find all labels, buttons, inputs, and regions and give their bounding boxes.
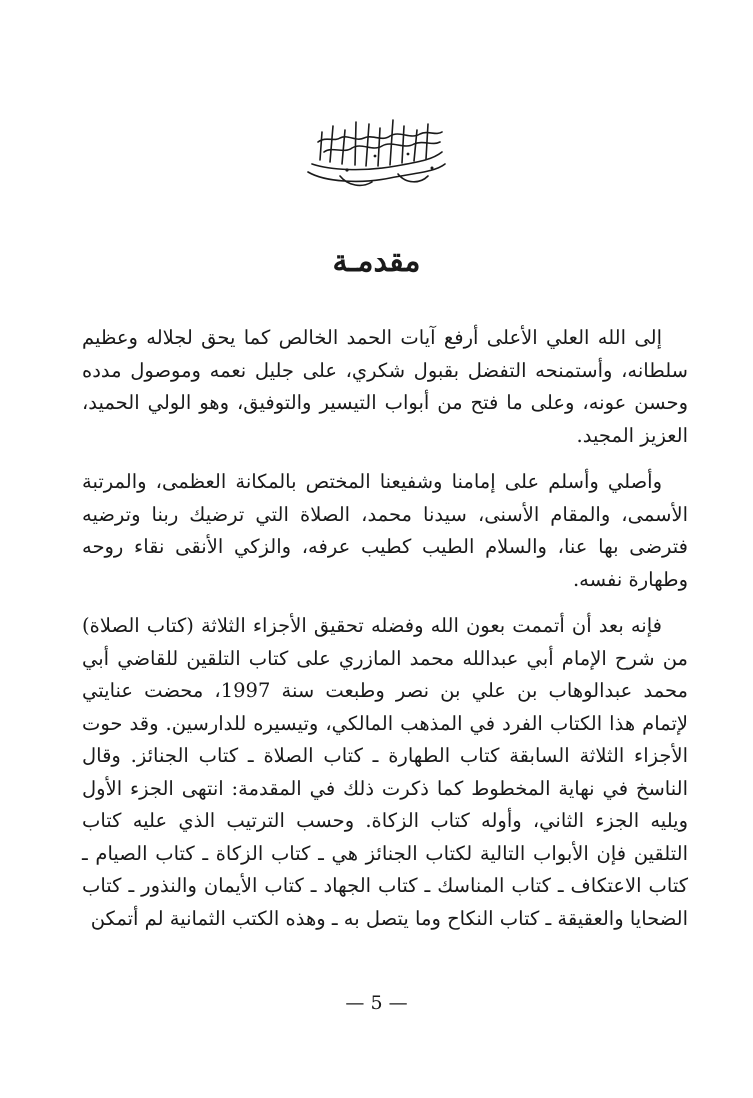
paragraph-3: فإنه بعد أن أتممت بعون الله وفضله تحقيق الأجزاء الثلاثة (كتاب الصلاة) من شرح الإمام أبي عبدالله محمد المازري على كتاب التلقين للقاضي أبي محمد عبدالوهاب بن علي بن نصر وطبعت سنة 1997، محضت عنايتي لإتمام هذا الكتاب الفرد في المذهب المالكي، وتيسيره للدارسين. وقد حوت الأجزاء الثلاثة السابقة كتاب الطهارة ـ كتاب الصلاة ـ كتاب الجنائز. وقال الناسخ في نهاية المخطوط كما ذكرت ذلك في المقدمة: انتهى الجزء الأول ويليه الجزء الثاني، وأوله كتاب الزكاة. وحسب الترتيب الذي عليه كتاب التلقين فإن الأبواب التالية لكتاب الجنائز هي ـ كتاب الزكاة ـ كتاب الصيام ـ كتاب الاعتكاف ـ كتاب المناسك ـ كتاب الجهاد ـ كتاب الأيمان والنذور ـ كتاب الضحايا والعقيقة ـ كتاب النكاح وما يتصل به ـ وهذه الكتب الثمانية لم أتمكن — [82, 614, 688, 930]
paragraph-1: إلى الله العلي الأعلى أرفع آيات الحمد الخالص كما يحق لجلاله وعظيم سلطانه، وأستمنحه التفضل بقبول شكري، على جليل نعمه وموصول مدده وحسن عونه، وعلى ما فتح من أبواب التيسير والتوفيق، وهو الولي الحميد، العزيز المجيد. — [82, 326, 688, 447]
basmala-calligraphy — [300, 112, 450, 190]
page-number: — 5 — — [345, 992, 408, 1014]
page-heading: مقدمـة — [332, 244, 421, 279]
paragraph-2: وأصلي وأسلم على إمامنا وشفيعنا المختص بالمكانة العظمى، والمرتبة الأسمى، والمقام الأسنى، سيدنا محمد، الصلاة التي ترضيك ربنا وترضيه فترضى بها عنا، والسلام الطيب كطيب عرفه، والزكي الأنقى نقاء روحه وطهارة نفسه. — [82, 470, 688, 591]
basmala-calligraphy-icon — [300, 112, 450, 190]
body-text — [82, 322, 688, 949]
